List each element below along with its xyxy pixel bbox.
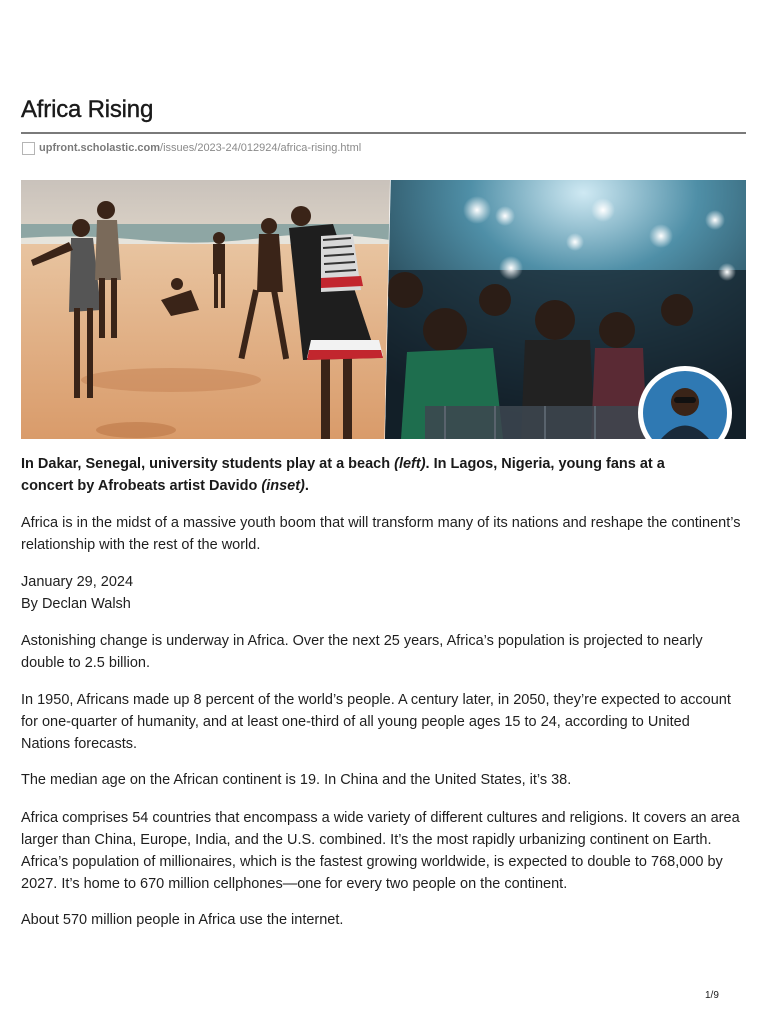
favicon-icon [22,142,35,155]
caption-text-2: . In Lagos, Nigeria, young fans at a concert by Afrobeats artist Davido [21,456,665,494]
body-paragraph: The median age on the African continent is 19. In China and the United States, it’s 38. [21,772,572,788]
source-link[interactable] [22,140,361,156]
caption-inset-note: (inset) [261,478,305,494]
article-date: January 29, 2024 [21,574,134,590]
body-paragraph: About 570 million people in Africa use the internet. [21,912,344,928]
body-paragraph: In 1950, Africans made up 8 percent of the world’s people. A century later, in 2050, they’re expected to account for one-quarter of humanity, and at least one-third of all young people ages 15 to 24, according to United Nations forecasts. [21,692,731,752]
photo-caption [21,453,721,497]
title-divider [21,132,746,134]
body-paragraph: Africa comprises 54 countries that encompass a wide variety of different cultures and religions. It covers an area larger than China, Europe, India, and the U.S. combined. It’s the most rapidly urbanizing continent on Earth. Africa’s population of millionaires, which is the fastest growing worldwide, is expected to double to 768,000 by 2027. It’s home to 670 million cellphones—one for every two people on the continent. [21,810,740,892]
caption-left-note: (left) [394,456,426,472]
caption-text: In Dakar, Senegal, university students play at a beach [21,456,395,472]
caption-end: . [304,478,309,494]
article-title: Africa Rising [21,96,154,123]
source-path[interactable]: /issues/2023-24/012924/africa-rising.html [160,142,362,154]
article-dek: Africa is in the midst of a massive youth boom that will transform many of its nations and reshape the continent’s relationship with the rest of the world. [21,515,741,553]
beach-photo [21,180,390,439]
source-domain[interactable]: upfront.scholastic.com [39,142,161,154]
article-byline: By Declan Walsh [21,596,131,612]
body-paragraph: Astonishing change is underway in Africa. Over the next 25 years, Africa’s population is projected to nearly double to 2.5 billion. [21,633,703,671]
photo-collage [21,180,746,439]
page-number: 1/9 [705,990,719,1001]
concert-photo [385,180,746,439]
